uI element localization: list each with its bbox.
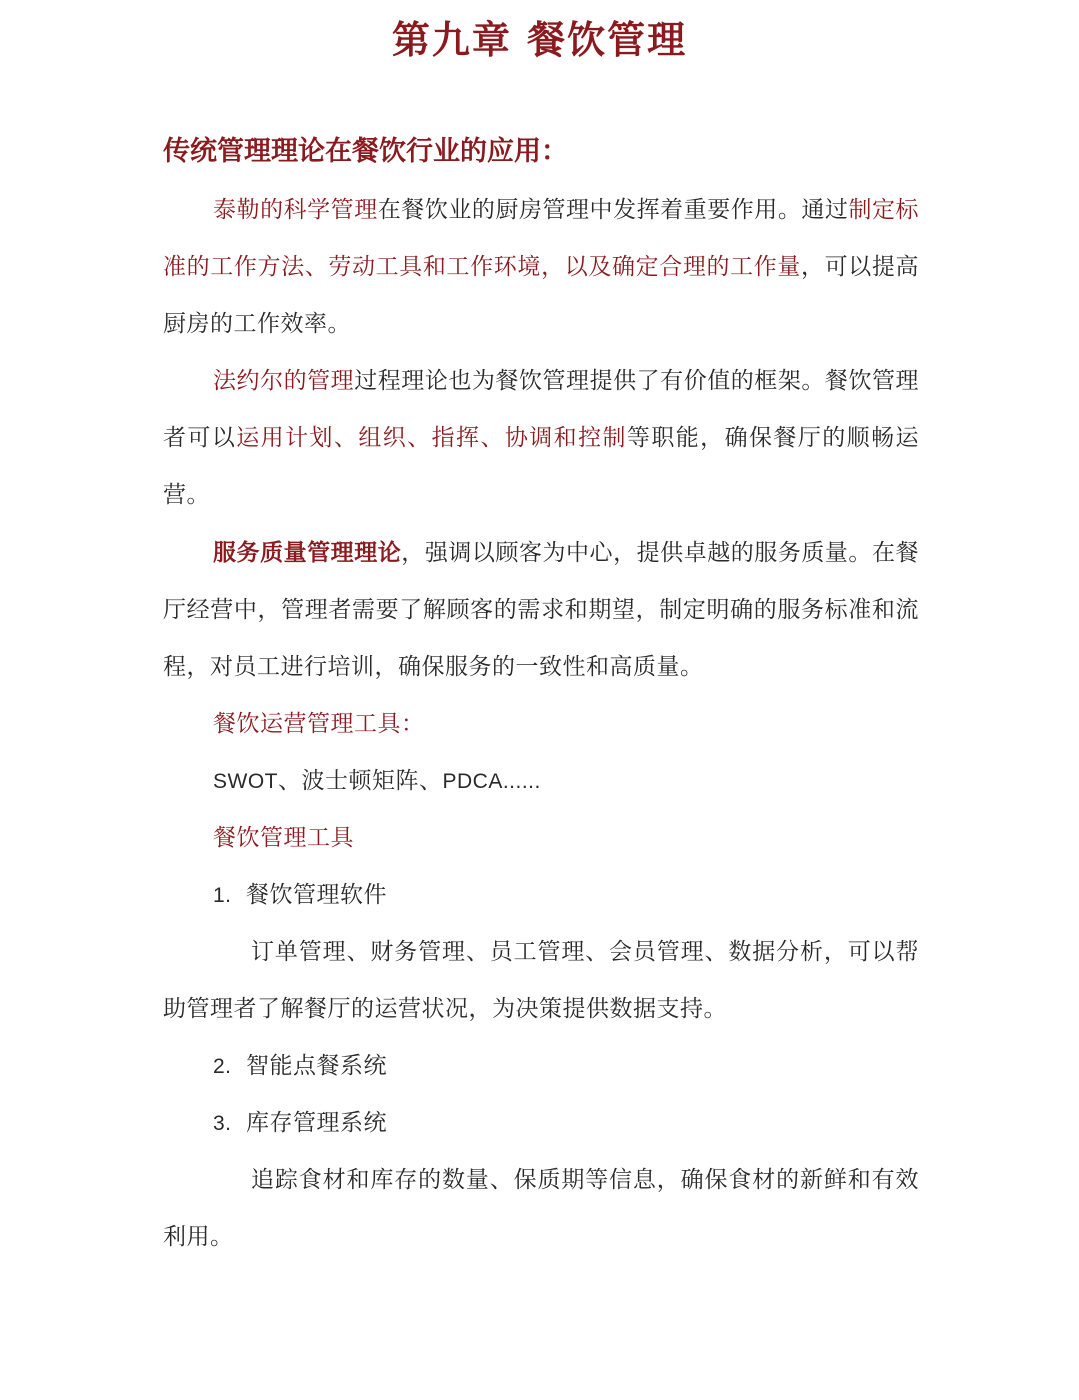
list-item-number: 1.	[213, 884, 232, 907]
list-item-number: 3.	[213, 1112, 232, 1135]
ops-tool-sep: 、波士顿矩阵、	[278, 768, 443, 794]
list-item-label: 餐饮管理软件	[246, 882, 387, 908]
section-heading: 传统管理理论在餐饮行业的应用：	[163, 136, 568, 167]
taylor-text: 在餐饮业的厨房管理中发挥着重要作用。通过	[377, 197, 849, 223]
list-item	[163, 1038, 919, 1095]
ops-tool-pdca: PDCA......	[442, 770, 541, 793]
list-item	[163, 1095, 919, 1152]
ops-tools-list	[163, 753, 919, 810]
taylor-highlight: 制定标准的工作方法、劳动工具和工作环境，以及确定合理的工作量	[163, 197, 920, 280]
document-body	[163, 126, 919, 1266]
list-item-number: 2.	[213, 1055, 232, 1078]
ops-tools-heading: 餐饮运营管理工具：	[213, 711, 425, 737]
taylor-lead: 泰勒的科学管理	[213, 197, 378, 223]
service-quality-lead: 服务质量管理理论	[213, 539, 402, 566]
fayol-text-end: 等职能，确保餐厅的顺畅运营。	[163, 425, 920, 508]
fayol-text: 过程理论也为餐饮管理提供了有价值的框架。餐饮管理者可以	[163, 368, 920, 451]
fayol-highlight: 运用计划、组织、指挥、协调和控制	[236, 425, 627, 451]
service-quality-text: ，强调以顾客为中心，提供卓越的服务质量。在餐厅经营中，管理者需要了解顾客的需求和期望，制定明确的服务标准和流程，对员工进行培训，确保服务的一致性和高质量。	[163, 540, 920, 680]
list-item-label: 库存管理系统	[246, 1110, 387, 1136]
list-item-description: 追踪食材和库存的数量、保质期等信息，确保食材的新鲜和有效利用。	[163, 1167, 919, 1250]
list-item-label: 智能点餐系统	[246, 1053, 387, 1079]
ops-tool-swot: SWOT	[213, 770, 278, 793]
paragraph-taylor	[163, 182, 919, 353]
paragraph-fayol	[163, 353, 919, 524]
list-item	[163, 867, 919, 924]
mgmt-tools-heading: 餐饮管理工具	[213, 825, 354, 851]
fayol-lead: 法约尔的管理	[213, 368, 355, 394]
taylor-text-end: ，可以提高厨房的工作效率。	[163, 254, 920, 337]
list-item-description: 订单管理、财务管理、员工管理、会员管理、数据分析，可以帮助管理者了解餐厅的运营状况，为决策提供数据支持。	[163, 939, 919, 1022]
page-title: 第九章 餐饮管理	[391, 17, 688, 62]
paragraph-service-quality	[163, 524, 919, 696]
